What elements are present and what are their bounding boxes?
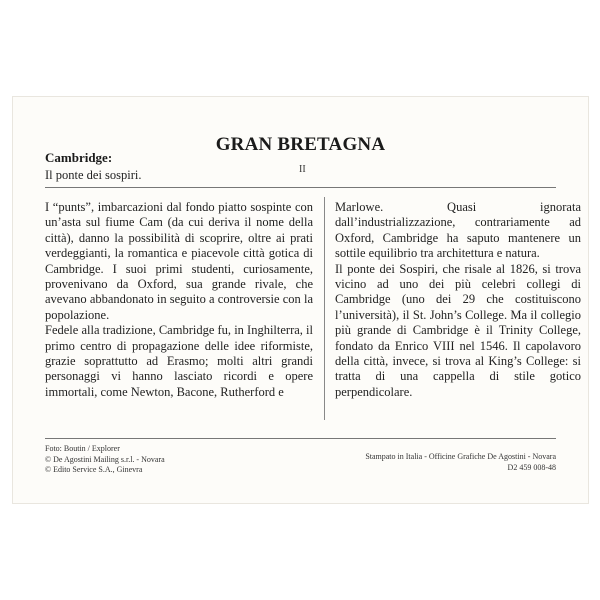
printer-info: [365, 452, 556, 473]
credit-line: © De Agostini Mailing s.r.l. - Novara: [45, 454, 165, 464]
column-divider: [324, 197, 325, 420]
paragraph: Marlowe. Quasi ignorata dall’industrializzazione, contrariamente ad Oxford, Cambridge ha saputo mantenere un sottile equilibrio tra architettura e natura.: [335, 200, 581, 261]
page-title: GRAN BRETAGNA: [215, 134, 386, 155]
section-name: Cambridge:: [45, 150, 113, 165]
bottom-divider: [45, 438, 556, 439]
photo-credits: [45, 444, 165, 476]
credit-line: © Edito Service S.A., Ginevra: [45, 465, 143, 474]
card: [12, 96, 589, 504]
product-code: D2 459 008-48: [507, 462, 556, 472]
paragraph: I “punts”, imbarcazioni dal fondo piatto sospinte con un’asta sul fiume Cam (da cui deriva il nome della città), danno la possibilità di scoprire, oltre ai prati verdeggianti, la romantica e piacevole città gotica di Cambridge. I suoi primi studenti, curiosamente, provenivano da Oxford, sua grande rivale, che avevano abbandonato in seguito a controversie con la popolazione.: [45, 200, 313, 322]
left-column: [45, 200, 313, 400]
paragraph: Fedele alla tradizione, Cambridge fu, in Inghilterra, il primo centro di propagazione delle idee riformiste, grazie soprattutto ad Erasmo; molti altri grandi personaggi vi hanno lasciato ricordi e opere immortali, come Newton, Bacone, Rutherford e: [45, 323, 313, 399]
section-subtitle: Il ponte dei sospiri.: [45, 168, 142, 182]
volume-number: II: [299, 164, 306, 175]
credit-line: Foto: Boutin / Explorer: [45, 444, 120, 453]
paragraph: Il ponte dei Sospiri, che risale al 1826, si trova vicino ad uno dei più celebri collegi di Cambridge (uno dei 29 che costituiscono l’università), il St. John’s College. Ma il collegio più grande di Cambridge è il Trinity College, fondato da Enrico VIII nel 1546. Il capolavoro della città, invece, si trova al King’s College: si tratta di una cappella di stile gotico perpendicolare.: [335, 261, 581, 399]
printer-line: Stampato in Italia - Officine Grafiche De Agostini - Novara: [365, 452, 556, 461]
right-column: [335, 200, 581, 400]
top-divider: [45, 187, 556, 188]
